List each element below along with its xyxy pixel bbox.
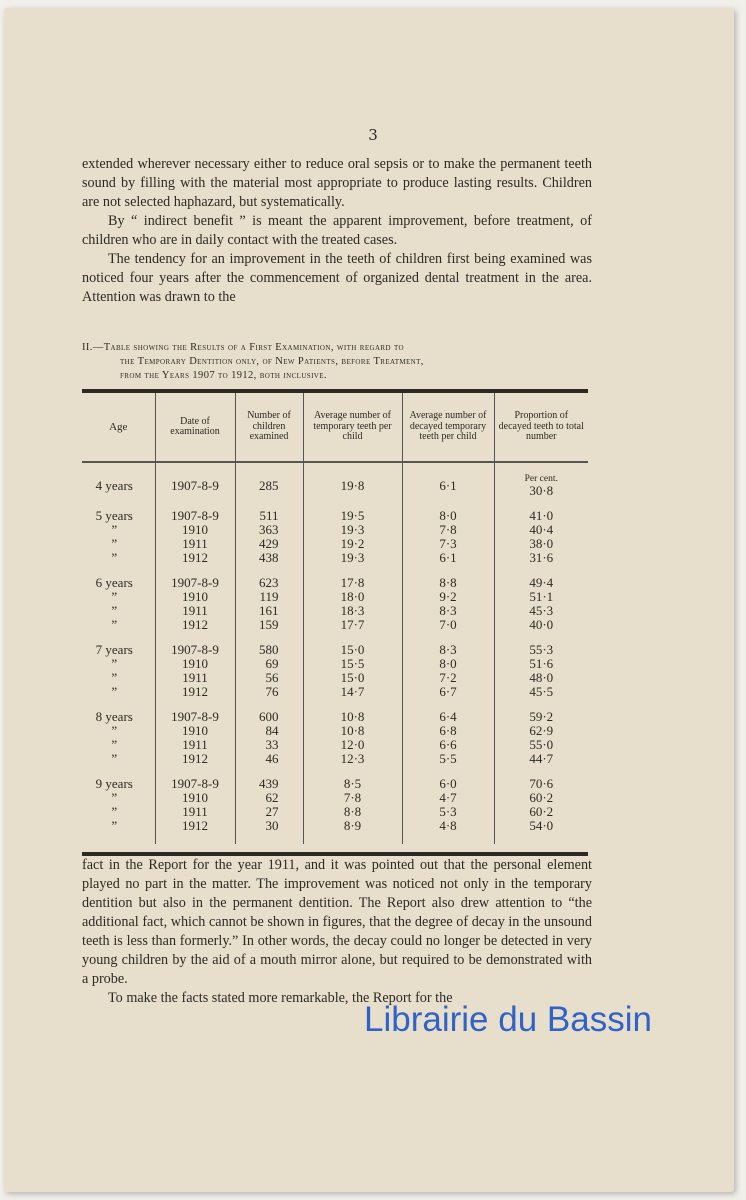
cell-value: 51·6 (529, 656, 554, 671)
cell-value: 19·3 (340, 550, 365, 565)
table-cell (303, 671, 402, 685)
table-row (82, 590, 588, 604)
table-cell (402, 551, 494, 565)
table-cell (235, 618, 303, 632)
cell-value: ” (111, 790, 118, 805)
table-cell (82, 509, 155, 523)
cell-value: 60·2 (529, 790, 554, 805)
table-cell (155, 819, 235, 833)
cell-value: 1907-8-9 (171, 709, 219, 724)
table-cell (155, 657, 235, 671)
column-header: Proportion of decayed teeth to total number (494, 393, 588, 462)
cell-value: ” (111, 656, 118, 671)
cell-value: 1912 (182, 617, 208, 632)
table-cell (402, 523, 494, 537)
cell-value: 438 (259, 550, 279, 565)
cell-value: 54·0 (529, 818, 554, 833)
cell-value: ” (111, 818, 118, 833)
table-cell (303, 509, 402, 523)
column-header: Date of examination (155, 393, 235, 462)
table-cell (235, 590, 303, 604)
table-cell (235, 791, 303, 805)
table-cell (402, 474, 494, 498)
table-cell (494, 777, 588, 791)
table-cell (494, 710, 588, 724)
cell-value: 69 (265, 656, 279, 671)
table-cell (494, 474, 588, 498)
cell-value: 30·8 (529, 483, 554, 498)
cell-value: 1907-8-9 (171, 508, 219, 523)
paragraph: To make the facts stated more remarkable, the Report for the (108, 990, 453, 1006)
table-cell (494, 523, 588, 537)
cell-value: ” (111, 603, 118, 618)
cell-value: 17·7 (340, 617, 365, 632)
cell-value: 7 years (95, 642, 133, 657)
cell-value: 10·8 (340, 709, 365, 724)
cell-value: 7·3 (439, 536, 457, 551)
body-text-top (82, 155, 592, 307)
paragraph: By “ indirect benefit ” is meant the apparent improvement, before treatment, of children who are in daily contact with the treated cases. (82, 213, 592, 248)
cell-value: 46 (265, 751, 279, 766)
cell-value: 1907-8-9 (171, 776, 219, 791)
table-cell (494, 671, 588, 685)
table-cell (303, 791, 402, 805)
table-cell (402, 777, 494, 791)
cell-value: 6·4 (439, 709, 457, 724)
cell-value: 119 (259, 589, 279, 604)
cell-value: 8·8 (343, 804, 362, 819)
cell-value: 8·8 (439, 575, 457, 590)
cell-value: 45·3 (529, 603, 554, 618)
table-cell (82, 523, 155, 537)
cell-value: 70·6 (529, 776, 554, 791)
cell-value: 1911 (182, 737, 208, 752)
table-cell (235, 509, 303, 523)
table-cell (303, 805, 402, 819)
table-cell (303, 752, 402, 766)
cell-value: ” (111, 670, 118, 685)
table-cell (155, 590, 235, 604)
paragraph: extended wherever necessary either to reduce oral sepsis or to make the permanent teeth sound by filling with the material most appropriate to produce lasting results. Children are not selected haphazard, but systematically. (82, 156, 592, 210)
paragraph: The tendency for an improvement in the teeth of children first being examined was noticed four years after the commencement of organized dental treatment in the area. Attention was drawn to the (82, 251, 592, 305)
cell-value: 76 (265, 684, 279, 699)
cell-value: 6·1 (439, 550, 457, 565)
cell-value: 1911 (182, 804, 208, 819)
cell-value: ” (111, 723, 118, 738)
table-cell (155, 777, 235, 791)
cell-value: 15·5 (340, 656, 365, 671)
table-cell (155, 724, 235, 738)
cell-value: 33 (265, 737, 279, 752)
cell-value: 62 (265, 790, 279, 805)
cell-value: 363 (259, 522, 279, 537)
cell-value: 1910 (182, 589, 208, 604)
cell-value: 429 (259, 536, 279, 551)
column-header: Average number of decayed temporary teeth per child (402, 393, 494, 462)
table-cell (82, 657, 155, 671)
table-row (82, 537, 588, 551)
table-cell (82, 474, 155, 498)
table-cell (82, 724, 155, 738)
table-row (82, 604, 588, 618)
table-row (82, 474, 588, 498)
table-cell (155, 618, 235, 632)
table-cell (235, 738, 303, 752)
table-cell (494, 551, 588, 565)
cell-value: 1911 (182, 603, 208, 618)
cell-value: ” (111, 522, 118, 537)
cell-value: 7·8 (439, 522, 457, 537)
table-cell (82, 791, 155, 805)
cell-value: 1910 (182, 790, 208, 805)
table-cell (402, 590, 494, 604)
table-cell (235, 685, 303, 699)
table-cell (494, 738, 588, 752)
table-cell (494, 657, 588, 671)
table-cell (303, 643, 402, 657)
table-cell (494, 618, 588, 632)
column-header: Number of children examined (235, 393, 303, 462)
table-cell (402, 805, 494, 819)
table-cell (235, 604, 303, 618)
cell-value: 8·3 (439, 603, 457, 618)
table-cell (494, 509, 588, 523)
cell-value: 18·3 (340, 603, 365, 618)
table-cell (235, 523, 303, 537)
table-cell (235, 805, 303, 819)
table-cell (82, 819, 155, 833)
cell-value: 6·1 (439, 478, 457, 493)
cell-value: 41·0 (529, 508, 554, 523)
table-cell (494, 576, 588, 590)
cell-value: 48·0 (529, 670, 554, 685)
cell-value: ” (111, 589, 118, 604)
cell-value: 19·8 (340, 478, 365, 493)
table-cell (155, 752, 235, 766)
table-cell (494, 752, 588, 766)
cell-value: 60·2 (529, 804, 554, 819)
cell-value: 623 (259, 575, 279, 590)
cell-value: 14·7 (340, 684, 365, 699)
table-cell (303, 576, 402, 590)
cell-value: 18·0 (340, 589, 365, 604)
cell-value: 84 (265, 723, 279, 738)
table-cell (402, 752, 494, 766)
table-cell (303, 777, 402, 791)
table-caption (82, 341, 592, 383)
cell-value: 9·2 (439, 589, 457, 604)
table-cell (235, 710, 303, 724)
table-cell (155, 685, 235, 699)
cell-value: 44·7 (529, 751, 554, 766)
cell-value: 4·7 (439, 790, 457, 805)
cell-value: 5 years (95, 508, 133, 523)
table-cell (303, 604, 402, 618)
body-text-bottom (82, 856, 592, 1008)
table-cell (494, 819, 588, 833)
cell-value: ” (111, 804, 118, 819)
cell-value: 6 years (95, 575, 133, 590)
table-cell (235, 724, 303, 738)
table-cell (155, 509, 235, 523)
table-cell (402, 738, 494, 752)
table-cell (235, 643, 303, 657)
cell-value: 285 (259, 478, 279, 493)
cell-value: 55·0 (529, 737, 554, 752)
cell-value: 1911 (182, 670, 208, 685)
cell-value: 1912 (182, 550, 208, 565)
watermark: Librairie du Bassin (364, 1000, 652, 1039)
table-cell (402, 710, 494, 724)
table-cell (402, 791, 494, 805)
table-row (82, 777, 588, 791)
table-cell (402, 576, 494, 590)
cell-value: 49·4 (529, 575, 554, 590)
table-cell (402, 724, 494, 738)
cell-value: 5·3 (439, 804, 457, 819)
table-cell (82, 551, 155, 565)
table-cell (303, 724, 402, 738)
table-cell (303, 474, 402, 498)
table-cell (235, 752, 303, 766)
cell-value: 6·0 (439, 776, 457, 791)
cell-value: 8·0 (439, 656, 457, 671)
cell-value: ” (111, 737, 118, 752)
cell-value: 31·6 (529, 550, 554, 565)
cell-value: 19·5 (340, 508, 365, 523)
table-row (82, 685, 588, 699)
cell-value: 19·2 (340, 536, 365, 551)
table-cell (82, 643, 155, 657)
table-cell (82, 537, 155, 551)
cell-value: 1907-8-9 (171, 642, 219, 657)
table-cell (303, 819, 402, 833)
table-cell (402, 643, 494, 657)
cell-value: 38·0 (529, 536, 554, 551)
table-cell (303, 685, 402, 699)
table-cell (82, 777, 155, 791)
table-row (82, 551, 588, 565)
table-cell (82, 805, 155, 819)
cell-value: 511 (259, 508, 279, 523)
table-cell (494, 791, 588, 805)
table-cell (155, 738, 235, 752)
cell-value: 6·8 (439, 723, 457, 738)
cell-value: 30 (265, 818, 279, 833)
table-cell (235, 576, 303, 590)
table-cell (303, 657, 402, 671)
cell-value: 62·9 (529, 723, 554, 738)
cell-value: 27 (265, 804, 279, 819)
table-row (82, 724, 588, 738)
table-cell (155, 643, 235, 657)
table-cell (402, 618, 494, 632)
table-cell (494, 604, 588, 618)
cell-value: 12·3 (340, 751, 365, 766)
cell-value: 600 (259, 709, 279, 724)
table-cell (82, 752, 155, 766)
cell-value: 40·4 (529, 522, 554, 537)
cell-value: ” (111, 751, 118, 766)
cell-value: 6·6 (439, 737, 457, 752)
cell-value: 8·3 (439, 642, 457, 657)
cell-value: 1911 (182, 536, 208, 551)
table-cell (82, 604, 155, 618)
table-cell (303, 551, 402, 565)
table-cell (235, 551, 303, 565)
column-header: Average number of temporary teeth per child (303, 393, 402, 462)
cell-value: 159 (259, 617, 279, 632)
cell-value: 161 (259, 603, 279, 618)
cell-value: 8·9 (343, 818, 362, 833)
table-cell (155, 791, 235, 805)
cell-value: 51·1 (529, 589, 554, 604)
cell-value: 7·2 (439, 670, 457, 685)
table-cell (235, 671, 303, 685)
table-cell (402, 657, 494, 671)
cell-value: 40·0 (529, 617, 554, 632)
cell-value: ” (111, 550, 118, 565)
cell-value: 15·0 (340, 642, 365, 657)
cell-value: 4 years (95, 478, 133, 493)
cell-value: 1907-8-9 (171, 478, 219, 493)
cell-value: 8·5 (343, 776, 362, 791)
cell-value: 17·8 (340, 575, 365, 590)
table-cell (303, 710, 402, 724)
cell-value: 59·2 (529, 709, 554, 724)
table-cell (494, 643, 588, 657)
cell-value: 1912 (182, 818, 208, 833)
table-cell (494, 685, 588, 699)
cell-value: ” (111, 617, 118, 632)
cell-value: 580 (259, 642, 279, 657)
cell-value: 1910 (182, 656, 208, 671)
cell-value: 12·0 (340, 737, 365, 752)
table-row (82, 791, 588, 805)
cell-value: 7·0 (439, 617, 457, 632)
table-cell (303, 523, 402, 537)
table-cell (235, 819, 303, 833)
table-cell (82, 671, 155, 685)
table-cell (235, 474, 303, 498)
unit-note: Per cent. (524, 474, 558, 484)
table-row (82, 618, 588, 632)
table-row (82, 643, 588, 657)
cell-value: 19·3 (340, 522, 365, 537)
table-cell (303, 618, 402, 632)
results-table (82, 389, 588, 856)
table-row (82, 738, 588, 752)
table-row (82, 710, 588, 724)
table-cell (155, 537, 235, 551)
cell-value: ” (111, 684, 118, 699)
table-cell (494, 805, 588, 819)
caption-line: II.—Table showing the Results of a First Examination, with regard to (82, 342, 404, 353)
table-row (82, 671, 588, 685)
table-cell (303, 537, 402, 551)
table-row (82, 576, 588, 590)
table-cell (155, 551, 235, 565)
cell-value: 9 years (95, 776, 133, 791)
table-row (82, 819, 588, 833)
caption-line: the Temporary Dentition only, of New Patients, before Treatment, (120, 356, 424, 367)
table-cell (82, 576, 155, 590)
table-row (82, 523, 588, 537)
cell-value: 45·5 (529, 684, 554, 699)
cell-value: ” (111, 536, 118, 551)
table-row (82, 805, 588, 819)
cell-value: 4·8 (439, 818, 457, 833)
table-cell (303, 738, 402, 752)
table-cell (155, 576, 235, 590)
table-cell (402, 671, 494, 685)
table-cell (235, 657, 303, 671)
cell-value: 5·5 (439, 751, 457, 766)
table-cell (402, 819, 494, 833)
paragraph: fact in the Report for the year 1911, and it was pointed out that the personal element played no part in the matter. The improvement was noticed not only in the temporary dentition but also in the permanent dentition. The Report also drew attention to “the additional fact, which cannot be shown in figures, that the degree of decay in the unsound teeth is less than formerly.” In other words, the decay could no longer be detected in very young children by the aid of a mouth mirror alone, but required to be demonstrated with a probe. (82, 857, 592, 987)
table-cell (402, 509, 494, 523)
cell-value: 15·0 (340, 670, 365, 685)
cell-value: 8 years (95, 709, 133, 724)
cell-value: 1910 (182, 723, 208, 738)
table-cell (494, 537, 588, 551)
table-cell (494, 724, 588, 738)
column-header: Age (82, 393, 155, 462)
table-cell (402, 537, 494, 551)
cell-value: 1910 (182, 522, 208, 537)
cell-value: 10·8 (340, 723, 365, 738)
cell-value: 7·8 (343, 790, 362, 805)
caption-line: from the Years 1907 to 1912, both inclusive. (120, 370, 327, 381)
cell-value: 6·7 (439, 684, 457, 699)
table-cell (155, 523, 235, 537)
cell-value: 1907-8-9 (171, 575, 219, 590)
table-cell (402, 685, 494, 699)
table-cell (155, 671, 235, 685)
table-row (82, 509, 588, 523)
page-number: 3 (368, 126, 378, 144)
cell-value: 55·3 (529, 642, 554, 657)
table-cell (155, 474, 235, 498)
cell-value: 1912 (182, 684, 208, 699)
table-cell (155, 710, 235, 724)
table-cell (82, 618, 155, 632)
table-row (82, 752, 588, 766)
cell-value: 1912 (182, 751, 208, 766)
table-cell (82, 710, 155, 724)
cell-value: 8·0 (439, 508, 457, 523)
table-cell (494, 590, 588, 604)
table-cell (155, 805, 235, 819)
table-cell (82, 685, 155, 699)
table-cell (235, 537, 303, 551)
table-cell (303, 590, 402, 604)
table-cell (82, 738, 155, 752)
table-row (82, 657, 588, 671)
table-cell (235, 777, 303, 791)
table-cell (155, 604, 235, 618)
cell-value: 56 (265, 670, 279, 685)
table-cell (82, 590, 155, 604)
cell-value: 439 (259, 776, 279, 791)
table-cell (402, 604, 494, 618)
